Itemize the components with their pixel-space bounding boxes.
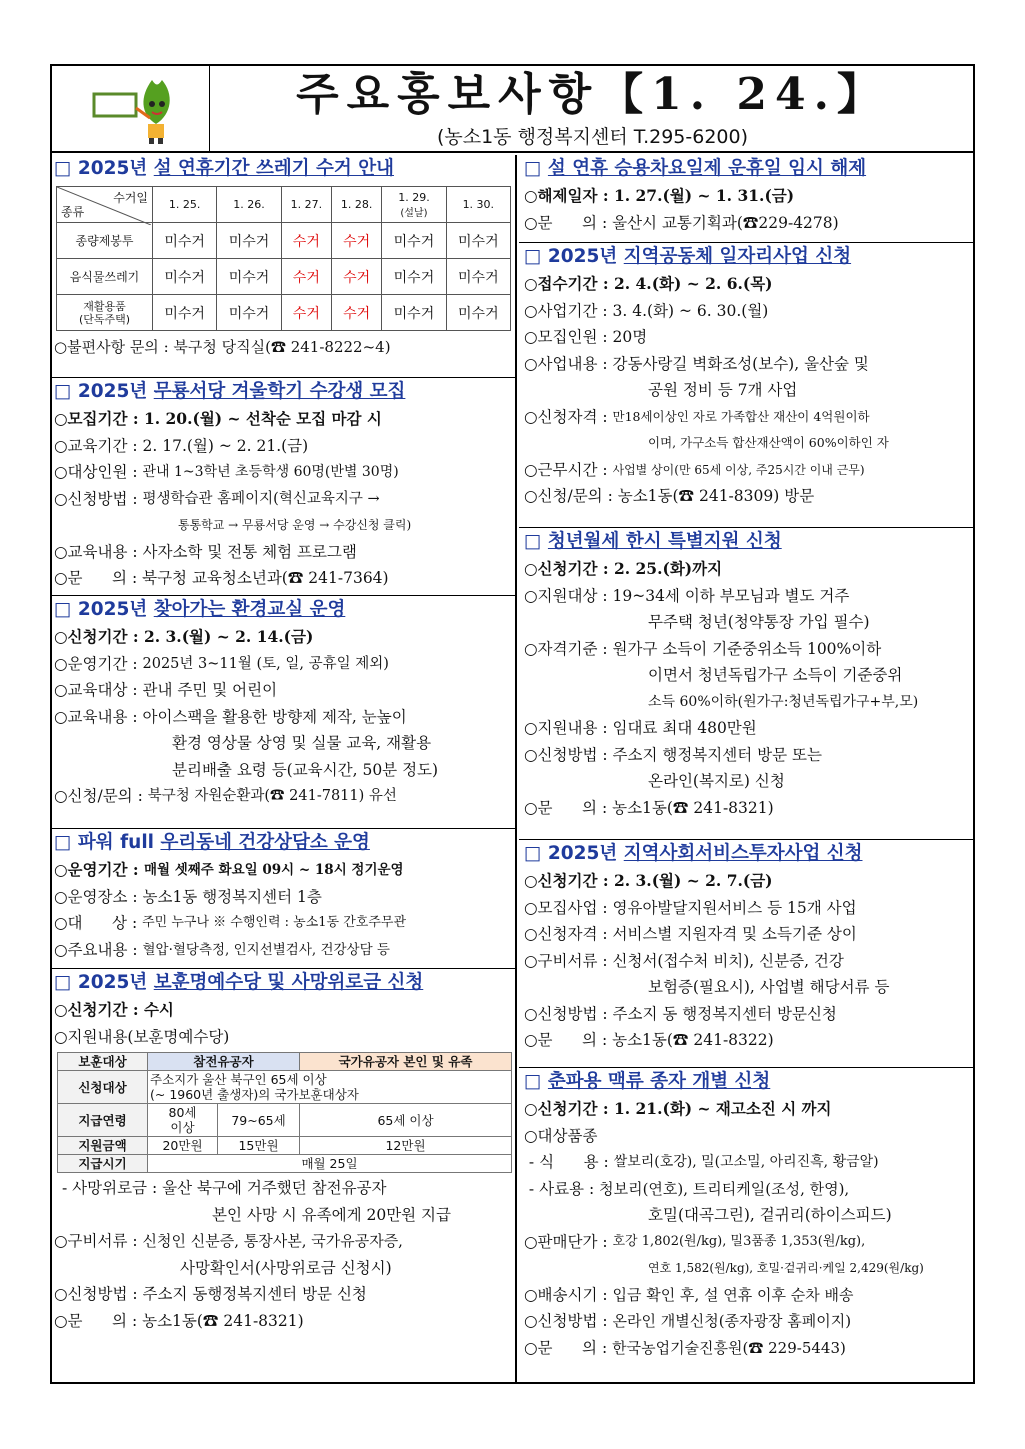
section-jobs: □ 2025년 지역공동체 일자리사업 신청 ○접수기간 : 2. 4.(화) ~ 2. 6.(목) ○사업기간 : 3. 4.(화) ~ 6. 30.(월) ○모집인원 : 20명 ○사업내용 : 강동사랑길 벽화조성(보수), 울산숲 및 공원 정비 등 7개 사업 ○신청자격 : 만18세이상인 자로 가족합산 재산이 4억원이하 이며, 가구소득 합산재산액이 60%이하인 자 ○근무시간 : 사업별 상이(만 65세 이상, 주25시간 이내 근무) ○신청/문의 : 농소1동(☎ 241-8309) 방문 — [519, 243, 973, 528]
date-header: 1. 27. — [281, 187, 331, 223]
table-row: 종량제봉투 미수거 미수거 수거 수거 미수거 미수거 — [57, 223, 511, 259]
info-row: ○지원내용 : 임대료 최대 480만원 — [524, 719, 757, 737]
info-row: ○구비서류 : 신청인 신분증, 통장사본, 국가유공자증, — [54, 1232, 403, 1250]
date-header: 1. 25. — [153, 187, 217, 223]
date-header: 1. 26. — [217, 187, 281, 223]
info-row: ○해제일자 : 1. 27.(월) ~ 1. 31.(금) — [524, 186, 795, 205]
table-row: 음식물쓰레기 미수거 미수거 수거 수거 미수거 미수거 — [57, 259, 511, 295]
info-row: ○신청/문의 : 북구청 자원순환과(☎ 241-7811) 유선 — [54, 787, 397, 805]
info-row: ○문 의 : 농소1동(☎ 241-8322) — [524, 1031, 774, 1049]
date-header: 1. 28. — [331, 187, 381, 223]
section-title: □ 파워 full 우리동네 건강상담소 운영 — [54, 832, 370, 853]
logo — [52, 66, 210, 151]
table-row: 재활용품 (단독주택) 미수거 미수거 수거 수거 미수거 미수거 — [57, 295, 511, 331]
info-row: ○모집기간 : 1. 20.(월) ~ 선착순 모집 마감 시 — [54, 409, 382, 428]
page-title: 주요홍보사항【1. 24.】 — [296, 69, 889, 120]
info-row: ○모집사업 : 영유아발달지원서비스 등 15개 사업 — [524, 898, 857, 917]
info-row: - 사료용 : 청보리(연호), 트리티케일(조성, 한영), — [524, 1179, 850, 1198]
section-title: □ 2025년 설 연휴기간 쓰레기 수거 안내 — [54, 158, 394, 179]
info-row: ○운영장소 : 농소1동 행정복지센터 1층 — [54, 887, 322, 906]
header — [52, 66, 973, 153]
info-row: ○문 의 : 북구청 교육청소년과(☎ 241-7364) — [54, 569, 389, 587]
info-row: ○모집인원 : 20명 — [524, 328, 648, 346]
section-env-class: □ 2025년 찾아가는 환경교실 운영 ○신청기간 : 2. 3.(월) ~ 2. 14.(금) ○운영기간 : 2025년 3~11월 (토, 일, 공휴일 제외) ○교육대상 : 관내 주민 및 어린이 ○교육내용 : 아이스팩을 활용한 방향제 제작, 눈높이 환경 영상물 상영 및 실물 교육, 재활용 분리배출 요령 등(교육시간, 50분 정도) ○신청/문의 : 북구청 자원순환과(☎ 241-7811) 유선 — [52, 596, 515, 829]
mascot-icon — [52, 66, 208, 151]
info-row: ○문 의 : 농소1동(☎ 241-8321) — [54, 1311, 304, 1330]
info-row: ○교육내용 : 아이스팩을 활용한 방향제 제작, 눈높이 — [54, 707, 407, 726]
section-health — [52, 829, 515, 969]
info-row: ○신청방법 : 온라인 개별신청(종자광장 홈페이지) — [524, 1312, 852, 1330]
info-row: ○신청기간 : 수시 — [54, 1000, 174, 1019]
info-row: ○주요내용 : 혈압·혈당측정, 인지선별검사, 건강상담 등 — [54, 940, 390, 959]
section-title: □ 2025년 무룡서당 겨울학기 수강생 모집 — [54, 381, 406, 402]
info-row: ○접수기간 : 2. 4.(화) ~ 2. 6.(목) — [524, 274, 773, 293]
section-seeds: □ 춘파용 맥류 종자 개별 신청 ○신청기간 : 1. 21.(화) ~ 재고소진 시 까지 ○대상품종 - 식 용 : 쌀보리(호강), 밀(고소밀, 아리진흑, 황금알) - 사료용 : 청보리(연호), 트리티케일(조성, 한영), 호밀(대곡그린), 겉귀리(하이스피드) ○판매단가 : 호강 1,802(원/kg), 밀3품종 1,353(원/kg), 연호 1,582(원/kg), 호밀·겉귀리·케일 2,429(원/kg) ○배송시기 : 입금 확인 후, 설 연휴 이후 순차 배송 ○신청방법 : 온라인 개별신청(종자광장 홈페이지) ○문 의 : 한국농업기술진흥원(☎ 229-5443) — [519, 1068, 973, 1361]
section-youth-rent: □ 청년월세 한시 특별지원 신청 ○신청기간 : 2. 25.(화)까지 ○지원대상 : 19~34세 이하 부모님과 별도 거주 무주택 청년(청약통장 가입 필수) ○자격기준 : 원가구 소득이 기준중위소득 100%이하 이면서 청년독립가구 소득이 기준중위 소득 60%이하(원가구:청년독립가구+부,모) ○지원내용 : 임대료 최대 480만원 ○신청방법 : 주소지 행정복지센터 방문 또는 온라인(복지로) 신청 ○문 의 : 농소1동(☎ 241-8321) — [519, 528, 973, 840]
info-row: ○신청방법 : 주소지 행정복지센터 방문 또는 — [524, 745, 822, 764]
section-title: □ 청년월세 한시 특별지원 신청 — [524, 531, 782, 552]
info-row: ○신청자격 : 서비스별 지원자격 및 소득기준 상이 — [524, 925, 857, 943]
info-row: - 식 용 : 쌀보리(호강), 밀(고소밀, 아리진흑, 황금알) — [524, 1153, 879, 1171]
info-row: ○문 의 : 농소1동(☎ 241-8321) — [524, 798, 774, 817]
section-social-service: □ 2025년 지역사회서비스투자사업 신청 ○신청기간 : 2. 3.(월) ~ 2. 7.(금) ○모집사업 : 영유아발달지원서비스 등 15개 사업 ○신청자격 : 서비스별 지원자격 및 소득기준 상이 ○구비서류 : 신청서(접수처 비치), 신분증, 건강 보험증(필요시), 사업별 해당서류 등 ○신청방법 : 주소지 동 행정복지센터 방문신청 ○문 의 : 농소1동(☎ 241-8322) — [519, 840, 973, 1068]
section-title: □ 설 연휴 승용차요일제 운휴일 임시 해제 — [524, 158, 867, 179]
info-row: ○대 상 : 주민 누구나 ※ 수행인력 : 농소1동 간호주무관 — [54, 914, 407, 932]
left-column — [52, 155, 517, 1384]
section-title: □ 2025년 지역공동체 일자리사업 신청 — [524, 246, 852, 267]
info-row: ○사업내용 : 강동사랑길 벽화조성(보수), 울산숲 및 — [524, 354, 869, 373]
info-row: ○신청방법 : 평생학습관 홈페이지(혁신교육지구 → — [54, 489, 380, 508]
date-header: 1. 30. — [446, 187, 510, 223]
info-row: ○교육기간 : 2. 17.(월) ~ 2. 21.(금) — [54, 436, 309, 455]
section-title: □ 2025년 보훈명예수당 및 사망위로금 신청 — [54, 972, 424, 993]
info-row: ○신청방법 : 주소지 동행정복지센터 방문 신청 — [54, 1285, 367, 1303]
section-title: □ 춘파용 맥류 종자 개별 신청 — [524, 1071, 771, 1092]
info-row: ○사업기간 : 3. 4.(화) ~ 6. 30.(월) — [524, 301, 769, 320]
veterans-table: 보훈대상 참전유공자 국가유공자 본인 및 유족 신청대상 주소지가 울산 북구인 65세 이상 (~ 1960년 출생자)의 국가보훈대상자 지급연령 80세 이상 79~65세 65세 이상 지원금액 20만원 15만원 12만원 지급시기 매월 25일 — [57, 1052, 512, 1173]
info-row: ○교육내용 : 사자소학 및 전통 체험 프로그램 — [54, 542, 357, 561]
section-car-rule — [519, 155, 973, 243]
info-row: ○신청자격 : 만18세이상인 자로 가족합산 재산이 4억원이하 — [524, 407, 870, 426]
section-title: □ 2025년 찾아가는 환경교실 운영 — [54, 599, 346, 620]
page-subtitle: (농소1동 행정복지센터 T.295-6200) — [436, 126, 749, 148]
right-column — [519, 155, 973, 1384]
info-row: ○신청기간 : 2. 3.(월) ~ 2. 14.(금) — [54, 627, 314, 646]
section-garbage — [52, 155, 515, 378]
section-seodang: □ 2025년 무룡서당 겨울학기 수강생 모집 ○모집기간 : 1. 20.(월) ~ 선착순 모집 마감 시 ○교육기간 : 2. 17.(월) ~ 2. 21.(금) ○대상인원 : 관내 1~3학년 초등학생 60명(반별 30명) ○신청방법 : 평생학습관 홈페이지(혁신교육지구 → 통통학교 → 무룡서당 운영 → 수강신청 클릭) ○교육내용 : 사자소학 및 전통 체험 프로그램 ○문 의 : 북구청 교육청소년과(☎ 241-7364) — [52, 378, 515, 596]
info-row: ○운영기간 : 2025년 3~11월 (토, 일, 공휴일 제외) — [54, 654, 389, 673]
info-row: ○대상인원 : 관내 1~3학년 초등학생 60명(반별 30명) — [54, 463, 399, 481]
info-row: ○자격기준 : 원가구 소득이 기준중위소득 100%이하 — [524, 639, 882, 658]
garbage-table — [56, 186, 511, 331]
info-row: ○문 의 : 한국농업기술진흥원(☎ 229-5443) — [524, 1338, 846, 1357]
info-row: ○판매단가 : 호강 1,802(원/kg), 밀3품종 1,353(원/kg), — [524, 1232, 866, 1251]
info-row: ○지원대상 : 19~34세 이하 부모님과 별도 거주 — [524, 586, 850, 605]
info-row: ○운영기간 : 매월 셋째주 화요일 09시 ~ 18시 정기운영 — [54, 860, 404, 879]
info-row: ○신청기간 : 2. 3.(월) ~ 2. 7.(금) — [524, 871, 773, 890]
info-row: ○신청기간 : 1. 21.(화) ~ 재고소진 시 까지 — [524, 1099, 832, 1118]
info-row: ○구비서류 : 신청서(접수처 비치), 신분증, 건강 — [524, 951, 844, 970]
info-row: ○신청기간 : 2. 25.(화)까지 — [524, 559, 723, 578]
info-row: ○신청/문의 : 농소1동(☎ 241-8309) 방문 — [524, 487, 815, 505]
info-row: ○근무시간 : 사업별 상이(만 65세 이상, 주25시간 이내 근무) — [524, 460, 865, 479]
section-title: □ 2025년 지역사회서비스투자사업 신청 — [524, 843, 863, 864]
info-row: ○문 의 : 울산시 교통기획과(☎229-4278) — [524, 213, 839, 232]
date-header: 1. 29. (설날) — [382, 187, 446, 223]
info-row: ○신청방법 : 주소지 동 행정복지센터 방문신청 — [524, 1004, 837, 1023]
inquiry: ○불편사항 문의 : 북구청 당직실(☎ 241-8222~4) — [54, 338, 391, 356]
info-row: ○교육대상 : 관내 주민 및 어린이 — [54, 681, 278, 699]
page-frame — [50, 64, 975, 1384]
section-veterans: □ 2025년 보훈명예수당 및 사망위로금 신청 ○신청기간 : 수시 ○지원내용(보훈명예수당) 보훈대상 참전유공자 국가유공자 본인 및 유족 신청대상 주소지가 울산 북구인 65세 이상 (~ 1960년 출생자)의 국가보훈대상자 지급연령 80세 이상 79~65세 65세 이상 지원금액 20만원 15만원 12만원 지급시기 매월 25일 - 사망위로금 : 울산 북구에 거주했던 참전유공자 본인 사망 시 유족에게 20만원 지급 ○구비서류 : 신청인 신분증, 통장사본, 국가유공자증, 사망확인서(사망위로금 신청시) ○신청방법 : 주소지 동행정복지센터 방문 신청 ○문 의 : 농소1동(☎ 241-8321) — [52, 969, 515, 1334]
info-row: ○배송시기 : 입금 확인 후, 설 연휴 이후 순차 배송 — [524, 1285, 854, 1304]
table-corner: 수거일 종류 — [57, 187, 153, 223]
